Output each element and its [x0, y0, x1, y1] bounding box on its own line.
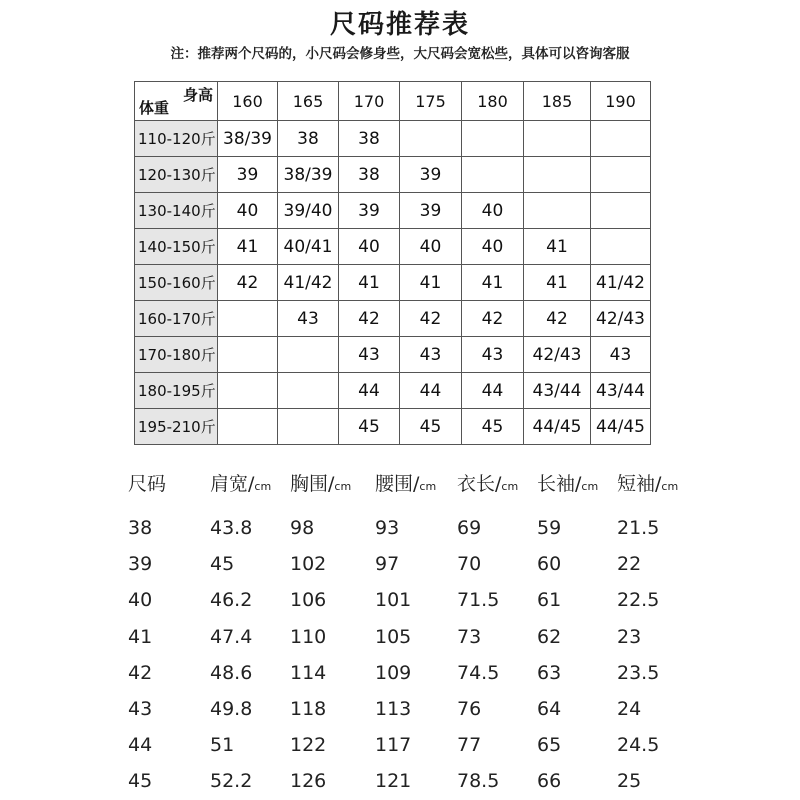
size-cell	[218, 373, 278, 409]
size-cell	[591, 193, 651, 229]
measurement-unit: cm	[254, 479, 272, 493]
measurement-value-cell: 109	[375, 661, 412, 684]
measurement-value-cell: 117	[375, 734, 412, 757]
measurement-value-cell: 102	[290, 553, 327, 576]
size-cell: 43	[591, 337, 651, 373]
size-cell: 40	[462, 193, 524, 229]
measurement-value-cell: 22	[617, 553, 642, 576]
measurement-value-cell: 77	[457, 734, 482, 757]
size-cell: 41	[218, 229, 278, 265]
size-cell: 42	[218, 265, 278, 301]
measurement-header-label: 短袖/	[617, 472, 662, 495]
measurement-row	[128, 546, 707, 582]
size-cell: 39	[339, 193, 400, 229]
size-cell: 41	[524, 265, 591, 301]
table-row	[135, 409, 651, 445]
size-cell: 39	[400, 157, 462, 193]
header-row	[135, 82, 651, 121]
measurement-value-cell: 76	[457, 698, 482, 721]
size-cell: 39/40	[278, 193, 339, 229]
measurement-value-cell: 61	[537, 589, 562, 612]
measurement-unit: cm	[501, 479, 519, 493]
measurement-value-cell: 43.8	[210, 517, 253, 540]
size-cell	[524, 157, 591, 193]
page-title: 尺码推荐表	[329, 10, 470, 40]
size-cell	[218, 337, 278, 373]
size-cell	[218, 301, 278, 337]
size-cell: 42/43	[591, 301, 651, 337]
size-cell: 40	[218, 193, 278, 229]
size-cell: 41	[400, 265, 462, 301]
measurement-value-cell: 23	[617, 625, 642, 648]
size-cell: 44	[462, 373, 524, 409]
measurement-value-cell: 59	[537, 517, 562, 540]
measurement-value-cell: 62	[537, 625, 562, 648]
height-header-cell: 170	[339, 82, 400, 121]
measurement-value-cell: 118	[290, 698, 327, 721]
size-label-cell: 41	[128, 625, 153, 648]
measurement-value-cell: 60	[537, 553, 562, 576]
size-cell	[524, 193, 591, 229]
height-axis-label: 身高	[182, 86, 213, 104]
weight-range-cell: 160-170斤	[135, 301, 218, 337]
size-cell: 41/42	[278, 265, 339, 301]
measurement-header-label: 胸围/	[290, 472, 335, 495]
table-row	[135, 157, 651, 193]
measurement-header-label: 长袖/	[537, 472, 582, 495]
size-cell: 38	[278, 121, 339, 157]
size-cell: 43/44	[524, 373, 591, 409]
size-cell	[462, 121, 524, 157]
measurement-value-cell: 45	[210, 553, 235, 576]
measurement-value-cell: 49.8	[210, 698, 253, 721]
size-cell: 43	[462, 337, 524, 373]
measurement-value-cell: 101	[375, 589, 412, 612]
measurement-row	[128, 691, 707, 727]
size-recommendation-table	[134, 81, 651, 445]
table-row	[135, 229, 651, 265]
measurement-value-cell: 113	[375, 698, 412, 721]
measurement-header-cell	[457, 462, 537, 502]
size-cell: 43	[400, 337, 462, 373]
size-cell	[218, 409, 278, 445]
size-cell: 43	[278, 301, 339, 337]
size-cell: 40	[462, 229, 524, 265]
measurement-header-label: 肩宽/	[210, 472, 255, 495]
corner-cell	[135, 82, 218, 121]
measurement-header-label: 尺码	[128, 472, 167, 495]
size-cell: 38/39	[278, 157, 339, 193]
measurement-value-cell: 66	[537, 770, 562, 793]
measurement-value-cell: 105	[375, 625, 412, 648]
measurement-value-cell: 65	[537, 734, 562, 757]
size-cell: 45	[400, 409, 462, 445]
measurement-row	[128, 619, 707, 655]
size-label-cell: 42	[128, 661, 153, 684]
size-cell: 41	[524, 229, 591, 265]
height-header-cell: 185	[524, 82, 591, 121]
measurement-value-cell: 110	[290, 625, 327, 648]
measurement-value-cell: 98	[290, 517, 315, 540]
measurement-unit: cm	[581, 479, 599, 493]
size-cell	[462, 157, 524, 193]
measurement-row	[128, 510, 707, 546]
measurement-header-cell	[290, 462, 375, 502]
size-cell: 42	[524, 301, 591, 337]
weight-range-cell: 180-195斤	[135, 373, 218, 409]
height-header-cell: 165	[278, 82, 339, 121]
measurement-value-cell: 93	[375, 517, 400, 540]
size-cell: 41	[462, 265, 524, 301]
measurement-row	[128, 582, 707, 618]
measurement-unit: cm	[661, 479, 679, 493]
table-row	[135, 337, 651, 373]
table-row	[135, 373, 651, 409]
measurement-header-cell	[617, 462, 707, 502]
weight-range-cell: 170-180斤	[135, 337, 218, 373]
measurement-row	[128, 727, 707, 763]
size-cell: 43/44	[591, 373, 651, 409]
size-label-cell: 45	[128, 770, 153, 793]
size-label-cell: 38	[128, 517, 153, 540]
size-cell	[278, 373, 339, 409]
size-cell: 38	[339, 121, 400, 157]
size-note: 注：推荐两个尺码的，小尺码会修身些，大尺码会宽松些，具体可以咨询客服	[170, 46, 630, 62]
measurement-table	[128, 462, 707, 800]
measurement-value-cell: 69	[457, 517, 482, 540]
size-label-cell: 44	[128, 734, 153, 757]
measurement-value-cell: 48.6	[210, 661, 253, 684]
measurement-header-label: 腰围/	[375, 472, 420, 495]
size-cell	[591, 121, 651, 157]
size-cell: 44	[339, 373, 400, 409]
size-cell	[591, 157, 651, 193]
measurement-header-cell	[210, 462, 290, 502]
size-cell	[278, 337, 339, 373]
measurement-value-cell: 97	[375, 553, 400, 576]
measurement-value-cell: 73	[457, 625, 482, 648]
size-cell: 40	[400, 229, 462, 265]
measurement-value-cell: 122	[290, 734, 327, 757]
weight-axis-label: 体重	[139, 99, 170, 117]
measurement-value-cell: 121	[375, 770, 412, 793]
height-header-cell: 175	[400, 82, 462, 121]
measurement-value-cell: 24.5	[617, 734, 660, 757]
size-cell: 42	[339, 301, 400, 337]
measurement-unit: cm	[334, 479, 352, 493]
size-cell: 41	[339, 265, 400, 301]
measurement-header-label: 衣长/	[457, 472, 502, 495]
size-cell: 39	[218, 157, 278, 193]
measurement-value-cell: 63	[537, 661, 562, 684]
size-cell	[400, 121, 462, 157]
height-header-cell: 190	[591, 82, 651, 121]
size-cell: 44/45	[591, 409, 651, 445]
size-cell: 40/41	[278, 229, 339, 265]
weight-range-cell: 140-150斤	[135, 229, 218, 265]
height-header-cell: 160	[218, 82, 278, 121]
measurement-row	[128, 655, 707, 691]
table-row	[135, 265, 651, 301]
weight-range-cell: 130-140斤	[135, 193, 218, 229]
size-cell	[591, 229, 651, 265]
size-cell	[278, 409, 339, 445]
measurement-value-cell: 78.5	[457, 770, 500, 793]
size-cell: 42	[400, 301, 462, 337]
measurement-value-cell: 46.2	[210, 589, 253, 612]
measurement-value-cell: 51	[210, 734, 235, 757]
size-cell: 42	[462, 301, 524, 337]
table-row	[135, 121, 651, 157]
measurement-header-row	[128, 462, 707, 502]
size-cell: 39	[400, 193, 462, 229]
measurement-header-cell	[537, 462, 617, 502]
measurement-value-cell: 25	[617, 770, 642, 793]
table-row	[135, 193, 651, 229]
size-label-cell: 40	[128, 589, 153, 612]
size-cell: 40	[339, 229, 400, 265]
table-row	[135, 301, 651, 337]
measurement-value-cell: 23.5	[617, 661, 660, 684]
measurement-value-cell: 24	[617, 698, 642, 721]
height-header-cell: 180	[462, 82, 524, 121]
size-label-cell: 39	[128, 553, 153, 576]
measurement-unit: cm	[419, 479, 437, 493]
measurement-header-cell	[375, 462, 457, 502]
measurement-value-cell: 71.5	[457, 589, 500, 612]
weight-range-cell: 120-130斤	[135, 157, 218, 193]
size-cell: 45	[339, 409, 400, 445]
weight-range-cell: 110-120斤	[135, 121, 218, 157]
measurement-value-cell: 114	[290, 661, 327, 684]
size-cell: 45	[462, 409, 524, 445]
size-cell	[524, 121, 591, 157]
size-cell: 42/43	[524, 337, 591, 373]
measurement-value-cell: 126	[290, 770, 327, 793]
weight-range-cell: 195-210斤	[135, 409, 218, 445]
measurement-header-cell	[128, 462, 210, 502]
size-cell: 38/39	[218, 121, 278, 157]
measurement-value-cell: 64	[537, 698, 562, 721]
size-cell: 43	[339, 337, 400, 373]
measurement-value-cell: 21.5	[617, 517, 660, 540]
size-cell: 38	[339, 157, 400, 193]
measurement-value-cell: 52.2	[210, 770, 253, 793]
size-cell: 44	[400, 373, 462, 409]
measurement-row	[128, 763, 707, 799]
size-label-cell: 43	[128, 698, 153, 721]
measurement-value-cell: 47.4	[210, 625, 253, 648]
size-cell: 41/42	[591, 265, 651, 301]
measurement-value-cell: 106	[290, 589, 327, 612]
size-cell: 44/45	[524, 409, 591, 445]
measurement-value-cell: 74.5	[457, 661, 500, 684]
weight-range-cell: 150-160斤	[135, 265, 218, 301]
measurement-value-cell: 22.5	[617, 589, 660, 612]
measurement-value-cell: 70	[457, 553, 482, 576]
